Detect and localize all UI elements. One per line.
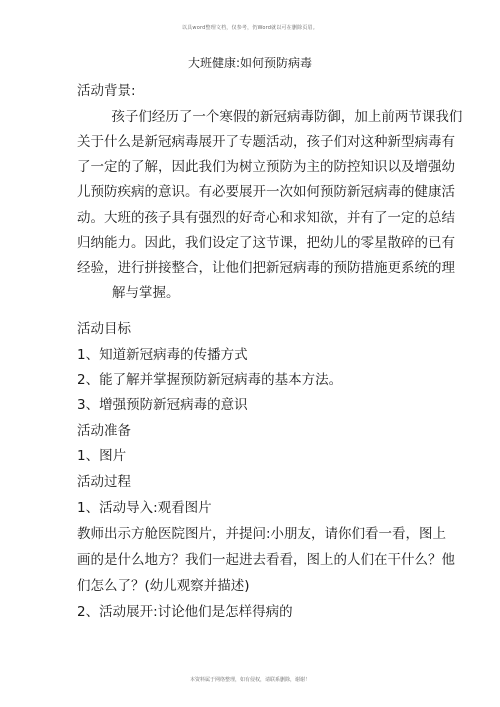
section-heading: 活动准备 xyxy=(77,423,131,439)
text-line: 解与掌握。 xyxy=(112,285,180,301)
text-line: 儿预防疾病的意识。有必要展开一次如何预防新冠病毒的健康活 xyxy=(77,184,455,200)
text-line: 教师出示方舱医院图片，并提问:小朋友，请你们看一看，图上 xyxy=(77,526,447,542)
list-item: 2、活动展开:讨论他们是怎样得病的 xyxy=(77,604,293,620)
list-item: 1、知道新冠病毒的传播方式 xyxy=(77,347,248,363)
section-heading: 活动过程 xyxy=(77,474,131,490)
text-line: 经验，进行拼接整合，让他们把新冠病毒的预防措施更系统的理 xyxy=(77,260,455,276)
section-heading: 活动目标 xyxy=(77,321,131,337)
list-item: 1、活动导入:观看图片 xyxy=(77,500,212,516)
header-note: 以具word整理文档，仅参考，仍Word就以可在删除页眉。 xyxy=(182,25,318,31)
list-item: 2、能了解并掌握预防新冠病毒的基本方法。 xyxy=(77,372,343,388)
document-title: 大班健康:如何预防病毒 xyxy=(187,56,313,70)
text-line: 画的是什么地方？我们一起进去看看，图上的人们在干什么？他 xyxy=(77,552,455,568)
text-line: 了一定的了解，因此我们为树立预防为主的防控知识以及增强幼 xyxy=(77,159,455,175)
text-line: 孩子们经历了一个寒假的新冠病毒防御，加上前两节课我们 xyxy=(77,109,463,125)
footer-note: 本资料属于网络整理，如有侵权，请联系删除，谢谢！ xyxy=(189,677,310,683)
text-line: 关于什么是新冠病毒展开了专题活动，孩子们对这种新型病毒有 xyxy=(77,134,455,150)
text-line: 们怎么了？(幼儿观察并描述) xyxy=(77,578,250,594)
list-item: 1、图片 xyxy=(77,448,127,464)
list-item: 3、增强预防新冠病毒的意识 xyxy=(77,397,248,413)
text-line: 归纳能力。因此，我们设定了这节课，把幼儿的零星散碎的已有 xyxy=(77,235,455,251)
text-line: 活动背景: xyxy=(77,83,136,99)
text-line: 动。大班的孩子具有强烈的好奇心和求知欲，并有了一定的总结 xyxy=(77,210,455,226)
